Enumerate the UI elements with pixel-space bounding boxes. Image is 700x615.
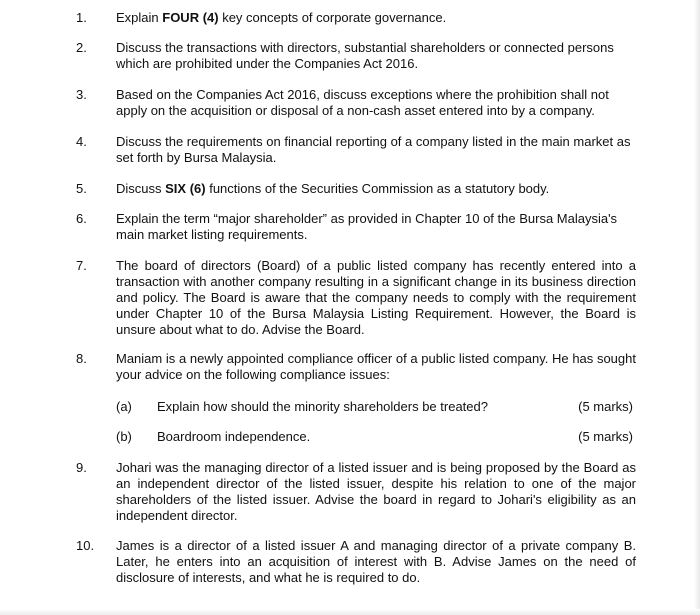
question-number: 8. xyxy=(76,351,87,366)
question-text: Discuss the transactions with directors, substantial shareholders or connected persons which are prohibited under the Companies Act 2016. xyxy=(116,40,614,71)
question-number: 9. xyxy=(76,460,87,475)
question-number: 1. xyxy=(76,10,87,25)
question-text-part: functions of the Securities Commission as a statutory body. xyxy=(205,181,550,196)
marks-label: (5 marks) xyxy=(578,429,633,444)
question-text: Explain the term “major shareholder” as provided in Chapter 10 of the Bursa Malaysia's main market listing requirements. xyxy=(116,211,618,242)
question-text-part: Explain xyxy=(116,10,163,25)
question-emphasis: FOUR (4) xyxy=(162,10,219,25)
question-text: The board of directors (Board) of a public listed company has recently entered into a transaction with another company resulting in a significant change in its business direction and policy. The Board is aware that the company needs to comply with the requirement under Chapter 10 of the Bursa Malaysia Listing Requirement. However, the Board is unsure about what to do. Advise the Board. xyxy=(116,258,636,337)
question-number: 7. xyxy=(76,258,87,273)
question-number: 5. xyxy=(76,181,87,196)
question-text xyxy=(116,10,636,26)
sub-question-letter: (a) xyxy=(116,399,132,414)
question-emphasis: SIX (6) xyxy=(165,181,206,196)
question-text: Based on the Companies Act 2016, discuss exceptions where the prohibition shall not apply on the acquisition or disposal of a non-cash asset entered into by a company. xyxy=(116,87,609,118)
sub-question-text: Boardroom independence. xyxy=(157,429,311,444)
question-text-part: Discuss xyxy=(116,181,166,196)
question-text xyxy=(116,181,636,197)
page-edge-shadow xyxy=(694,0,700,615)
page-edge-shadow xyxy=(0,609,700,615)
sub-question-text: Explain how should the minority shareholders be treated? xyxy=(157,399,488,414)
sub-question-letter: (b) xyxy=(116,429,132,444)
question-number: 10. xyxy=(76,538,95,553)
question-number: 3. xyxy=(76,87,87,102)
question-number: 6. xyxy=(76,211,87,226)
question-text-part: key concepts of corporate governance. xyxy=(218,10,447,25)
question-text: James is a director of a listed issuer A and managing director of a private company B. Later, he enters into an acquisition of interest with B. Advise James on the need of disclosure of interests, and what he is required to do. xyxy=(116,538,636,585)
question-number: 4. xyxy=(76,134,87,149)
question-number: 2. xyxy=(76,40,87,55)
question-text: Maniam is a newly appointed compliance officer of a public listed company. He has sought your advice on the following compliance issues: xyxy=(116,351,636,382)
marks-label: (5 marks) xyxy=(578,399,633,414)
question-text: Johari was the managing director of a listed issuer and is being proposed by the Board as an independent director of the listed issuer, despite his relation to one of the major shareholders of the listed issuer. Advise the board in regard to Johari's eligibility as an independent director. xyxy=(116,460,636,523)
question-text: Discuss the requirements on financial reporting of a company listed in the main market as set forth by Bursa Malaysia. xyxy=(116,134,631,165)
